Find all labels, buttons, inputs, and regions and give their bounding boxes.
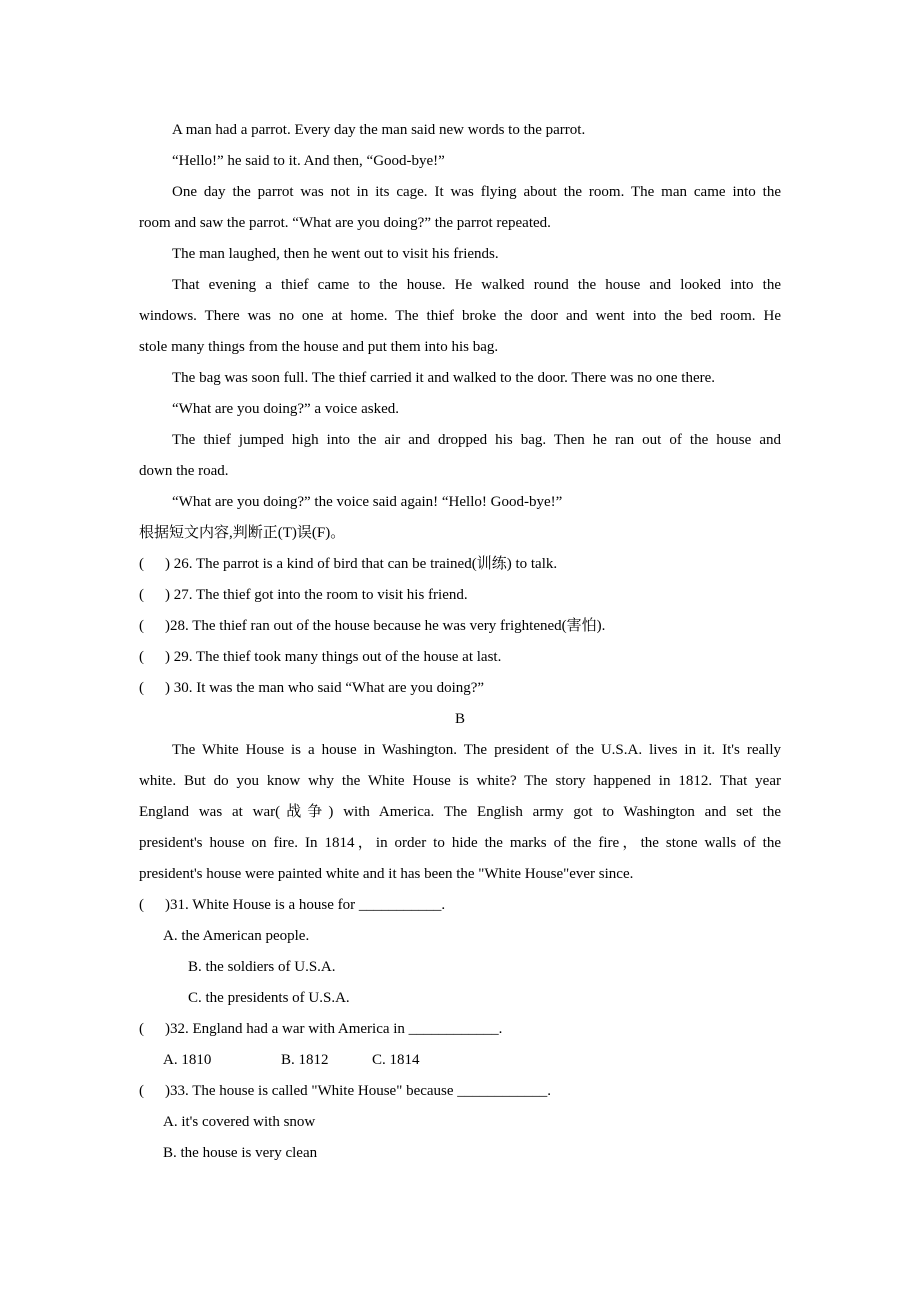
q32-option-a: A. 1810 [163, 1052, 212, 1068]
q32-option-b: B. 1812 [281, 1052, 329, 1068]
passage-a-line-9: The bag was soon full. The thief carried it and walked to the door. There was no one there. [172, 370, 716, 386]
question-28: ( )28. The thief ran out of the house because he was very frightened(害怕). [139, 611, 781, 642]
passage-a-line-7: windows. There was no one at home. The thief broke the door and went into the bed room. He [139, 308, 781, 324]
passage-b-line-3: England was at war(战争) with America. The English army got to Washington and set the [139, 804, 781, 820]
passage-a-line-1: A man had a parrot. Every day the man said new words to the parrot. [172, 122, 586, 138]
passage-a-line-13: “What are you doing?” the voice said again! “Hello! Good-bye!” [172, 494, 563, 510]
q33-option-b: B. the house is very clean [163, 1145, 318, 1161]
answer-blank-32[interactable]: ( [139, 1021, 144, 1037]
q31-option-a: A. the American people. [163, 928, 310, 944]
question-31: ( )31. White House is a house for ___________. [139, 890, 781, 921]
passage-a-line-11: The thief jumped high into the air and dropped his bag. Then he ran out of the house and [172, 432, 781, 448]
worksheet-page [139, 115, 781, 1169]
passage-a-line-5: The man laughed, then he went out to visit his friends. [172, 246, 499, 262]
answer-blank-27[interactable]: ( [139, 587, 144, 603]
passage-a-line-2: “Hello!” he said to it. And then, “Good-bye!” [172, 153, 445, 169]
section-b-heading: B [454, 711, 465, 727]
answer-blank-28[interactable]: ( [139, 618, 144, 634]
answer-blank-31[interactable]: ( [139, 897, 144, 913]
q31-option-b: B. the soldiers of U.S.A. [188, 959, 336, 975]
answer-blank-33[interactable]: ( [139, 1083, 144, 1099]
q31-option-c: C. the presidents of U.S.A. [188, 990, 350, 1006]
question-30: ( ) 30. It was the man who said “What are you doing?” [139, 673, 781, 704]
question-29: ( ) 29. The thief took many things out of the house at last. [139, 642, 781, 673]
answer-blank-30[interactable]: ( [139, 680, 144, 696]
passage-a-line-8: stole many things from the house and put them into his bag. [139, 339, 499, 355]
answer-blank-29[interactable]: ( [139, 649, 144, 665]
passage-a-line-10: “What are you doing?” a voice asked. [172, 401, 399, 417]
q33-option-a: A. it's covered with snow [163, 1114, 316, 1130]
passage-b-line-4: president's house on fire. In 1814，in order to hide the marks of the fire，the stone walls of the [139, 835, 781, 851]
q32-options [139, 1045, 781, 1076]
passage-a-line-4: room and saw the parrot. “What are you doing?” the parrot repeated. [139, 215, 551, 231]
question-26: ( ) 26. The parrot is a kind of bird that can be trained(训练) to talk. [139, 549, 781, 580]
passage-a-line-6: That evening a thief came to the house. He walked round the house and looked into the [172, 277, 781, 293]
passage-b-line-5: president's house were painted white and it has been the "White House"ever since. [139, 866, 634, 882]
q32-option-c: C. 1814 [372, 1052, 420, 1068]
answer-blank-26[interactable]: ( [139, 556, 144, 572]
true-false-instruction: 根据短文内容,判断正(T)误(F)。 [139, 525, 346, 541]
passage-b-line-2: white. But do you know why the White House is white? The story happened in 1812. That year [139, 773, 781, 789]
passage-a-line-12: down the road. [139, 463, 229, 479]
passage-b-line-1: The White House is a house in Washington. The president of the U.S.A. lives in it. It's really [172, 742, 781, 758]
passage-a-line-3: One day the parrot was not in its cage. It was flying about the room. The man came into the [172, 184, 781, 200]
question-32: ( )32. England had a war with America in ____________. [139, 1014, 781, 1045]
question-33: ( )33. The house is called "White House" because ____________. [139, 1076, 781, 1107]
question-27: ( ) 27. The thief got into the room to visit his friend. [139, 580, 781, 611]
